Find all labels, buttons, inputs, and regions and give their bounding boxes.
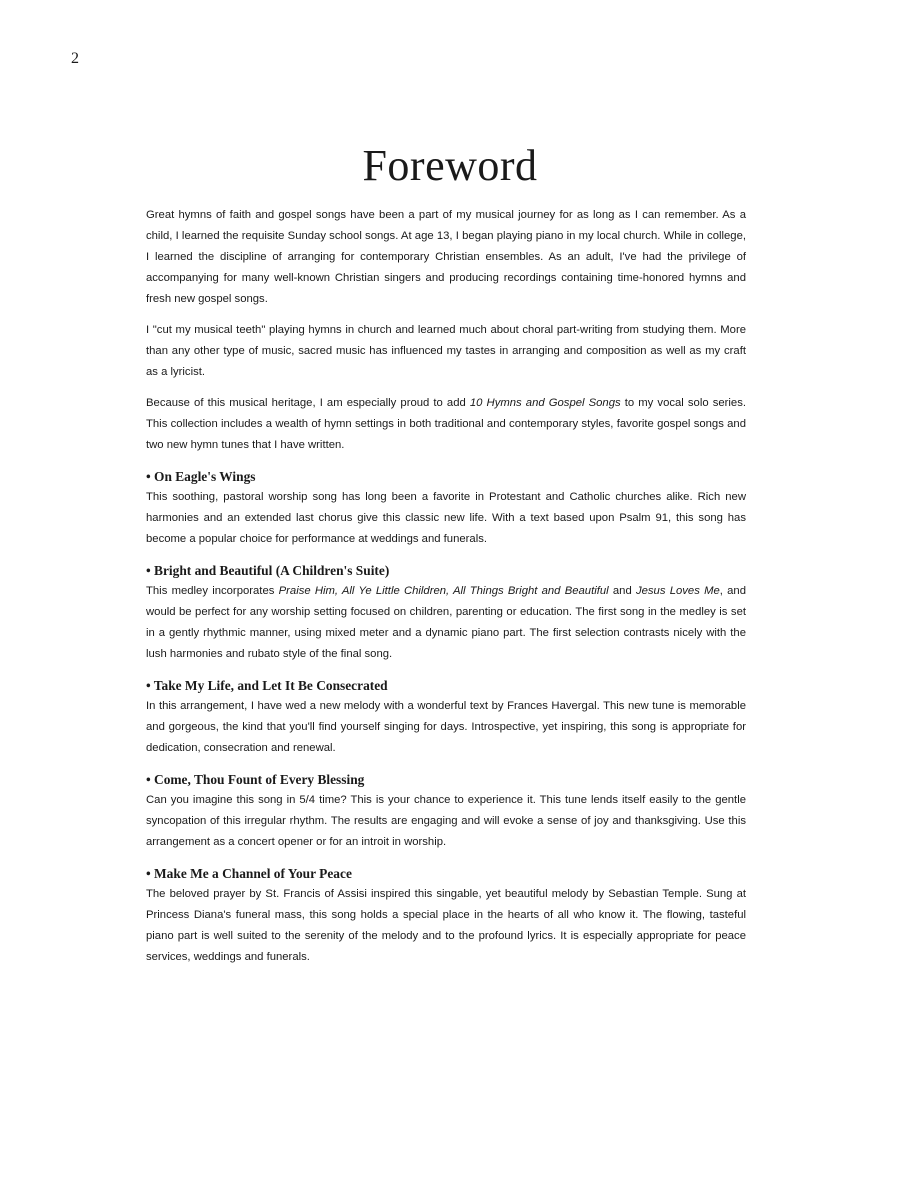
song-entry-take-my-life — [146, 675, 746, 759]
song-title: • Bright and Beautiful (A Children's Suite) — [146, 563, 390, 578]
song-description: This soothing, pastoral worship song has long been a favorite in Protestant and Catholic churches alike. Rich new harmonies and an extended last chorus give this classic new life. With a text based upon Psalm 91, this song has become a popular choice for performance at weddings and funerals. — [146, 491, 746, 545]
heritage-paragraph — [146, 393, 746, 456]
song-description: The beloved prayer by St. Francis of Assisi inspired this singable, yet beautiful melody by Sebastian Temple. Sung at Princess Diana's funeral mass, this song holds a special place in the hearts of all who know it. The flowing, tasteful piano part is well suited to the serenity of the melody and to the profound lyrics. It is especially appropriate for peace services, weddings and funerals. — [146, 888, 746, 963]
intro-paragraph-2: I "cut my musical teeth" playing hymns in church and learned much about choral part-writing from studying them. More than any other type of music, sacred music has influenced my tastes in arranging and composition as well as my craft as a lyricist. — [146, 324, 746, 378]
song-entry-come-thou-fount — [146, 769, 746, 853]
song-description-text: This medley incorporates — [146, 585, 279, 597]
heritage-text-before: Because of this musical heritage, I am especially proud to add — [146, 397, 470, 409]
song-description-text: and — [608, 585, 636, 597]
song-title: • Come, Thou Fount of Every Blessing — [146, 772, 365, 787]
page-title: Foreword — [362, 141, 538, 190]
song-title: • On Eagle's Wings — [146, 469, 256, 484]
song-title: • Make Me a Channel of Your Peace — [146, 866, 352, 881]
book-title: 10 Hymns and Gospel Songs — [469, 397, 621, 409]
song-list-italic: Jesus Loves Me — [635, 585, 720, 597]
song-entry-on-eagles-wings — [146, 466, 746, 550]
song-title: • Take My Life, and Let It Be Consecrated — [146, 678, 388, 693]
song-entry-bright-and-beautiful — [146, 560, 746, 665]
song-list-italic: Praise Him, All Ye Little Children, All Things Bright and Beautiful — [278, 585, 609, 597]
song-description: In this arrangement, I have wed a new melody with a wonderful text by Frances Havergal. This new tune is memorable and gorgeous, the kind that you'll find yourself singing for days. Introspective, yet inspiring, this song is appropriate for dedication, consecration and renewal. — [146, 700, 746, 754]
intro-paragraph-1: Great hymns of faith and gospel songs have been a part of my musical journey for as long as I can remember. As a child, I learned the requisite Sunday school songs. At age 13, I began playing piano in my local church. While in college, I learned the discipline of arranging for contemporary Christian ensembles. As an adult, I've had the privilege of accompanying for many well-known Christian singers and producing recordings containing time-honored hymns and fresh new gospel songs. — [146, 209, 746, 305]
song-entry-make-me-a-channel — [146, 863, 746, 968]
song-description-text: , and would be perfect for any worship setting focused on children, parenting or education. The first song in the medley is set in a gently rhythmic manner, using mixed meter and a dynamic piano part. The first selection contrasts nicely with the lush harmonies and rubato style of the final song. — [146, 585, 746, 660]
song-description — [146, 581, 746, 665]
song-description: Can you imagine this song in 5/4 time? This is your chance to experience it. This tune lends itself easily to the gentle syncopation of this irregular rhythm. The results are engaging and will evoke a sense of joy and thanksgiving. Use this arrangement as a concert opener or for an introit in worship. — [146, 794, 746, 848]
heritage-text-after: to my vocal solo series. This collection includes a wealth of hymn settings in both traditional and contemporary styles, favorite gospel songs and two new hymn tunes that I have written. — [146, 397, 746, 451]
page-number: 2 — [71, 50, 79, 67]
foreword-body — [146, 205, 746, 978]
